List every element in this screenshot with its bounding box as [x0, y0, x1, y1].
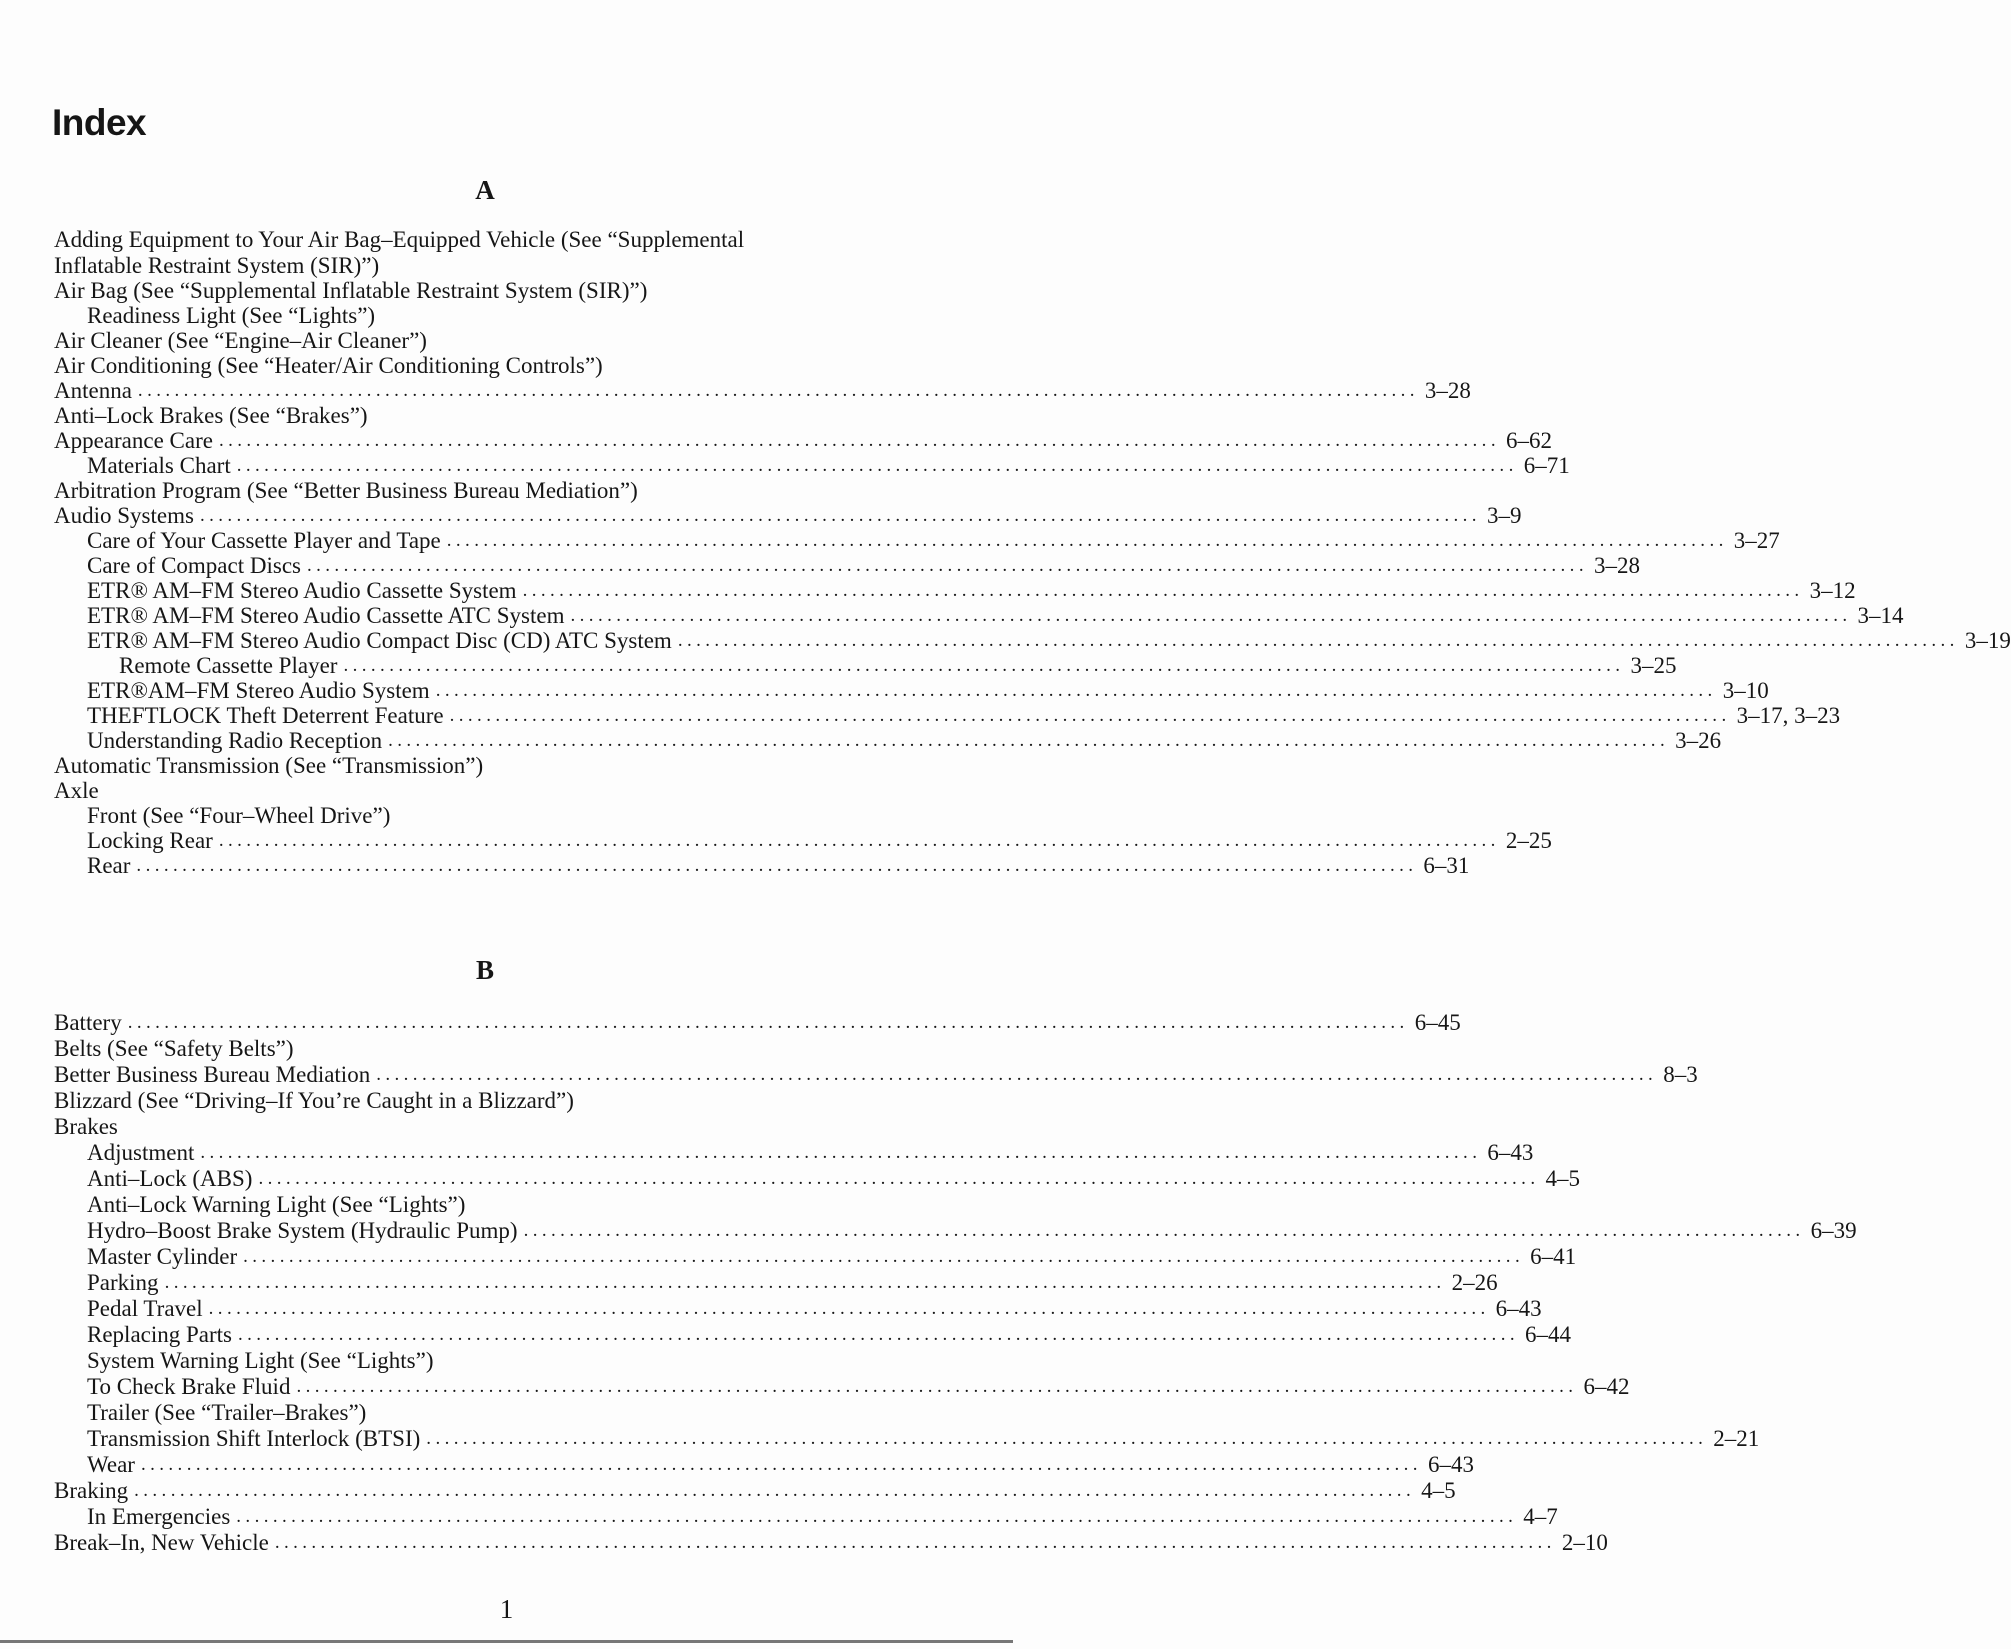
index-entry	[87, 1218, 1857, 1244]
index-entry	[87, 678, 1769, 704]
index-entry	[87, 853, 1470, 879]
entry-text: Anti–Lock Brakes (See “Brakes”)	[54, 403, 368, 428]
entry-text: Air Conditioning (See “Heater/Air Conditioning Controls”)	[54, 353, 603, 378]
index-entry	[54, 478, 638, 504]
index-entry	[87, 1348, 434, 1374]
entry-page-ref: 2–21	[1713, 1426, 1760, 1451]
entry-page-ref: 3–17, 3–23	[1736, 703, 1841, 728]
section-letter: A	[475, 175, 495, 205]
entry-text: Belts (See “Safety Belts”)	[54, 1036, 294, 1061]
entry-text: Blizzard (See “Driving–If You’re Caught in a Blizzard”)	[54, 1088, 574, 1113]
entry-page-ref: 3–28	[1424, 378, 1471, 403]
dot-leader: ............................................................................................................................................	[274, 1532, 1556, 1553]
entry-text: Air Cleaner (See “Engine–Air Cleaner”)	[54, 328, 427, 353]
entry-text: Materials Chart	[87, 453, 231, 478]
dot-leader: ............................................................................................................................................	[523, 1220, 1805, 1241]
entry-text: Care of Your Cassette Player and Tape	[87, 528, 441, 553]
dot-leader: ............................................................................................................................................	[343, 655, 1625, 676]
index-entry	[54, 403, 368, 429]
entry-text: Antenna	[54, 378, 132, 403]
entry-text: Locking Rear	[87, 828, 213, 853]
index-entry	[87, 1322, 1571, 1348]
entry-page-ref: 8–3	[1663, 1062, 1698, 1087]
index-entry	[87, 728, 1722, 754]
dot-leader: ............................................................................................................................................	[164, 1272, 1446, 1293]
entry-text: Hydro–Boost Brake System (Hydraulic Pump)	[87, 1218, 518, 1243]
index-entry	[87, 1192, 465, 1218]
entry-text: Adjustment	[87, 1140, 195, 1165]
page-title: Index	[52, 102, 147, 143]
entry-page-ref: 3–12	[1809, 578, 1856, 603]
dot-leader: ............................................................................................................................................	[134, 1480, 1416, 1501]
entry-page-ref: 6–42	[1583, 1374, 1630, 1399]
index-entry	[87, 703, 1841, 729]
entry-page-ref: 3–25	[1630, 653, 1677, 678]
entry-page-ref: 6–41	[1530, 1244, 1577, 1269]
entry-text: Inflatable Restraint System (SIR)”)	[54, 253, 380, 278]
dot-leader: ............................................................................................................................................	[426, 1428, 1708, 1449]
dot-leader: ............................................................................................................................................	[435, 680, 1717, 701]
entry-page-ref: 6–44	[1525, 1322, 1571, 1347]
index-entry	[87, 1452, 1474, 1478]
dot-leader: ............................................................................................................................................	[376, 1064, 1658, 1085]
index-entry	[54, 1114, 118, 1140]
dot-leader: ............................................................................................................................................	[199, 505, 1481, 526]
index-entry	[54, 1530, 1608, 1556]
entry-text: Arbitration Program (See “Better Business Bureau Mediation”)	[54, 478, 638, 503]
index-entry	[87, 628, 2011, 654]
dot-leader: ............................................................................................................................................	[136, 855, 1418, 876]
index-entry	[87, 553, 1640, 579]
index-entry	[87, 828, 1552, 854]
entry-page-ref: 3–19	[1964, 628, 2011, 653]
index-entry	[54, 353, 603, 379]
bottom-rule	[0, 1640, 1013, 1643]
index-entry	[54, 428, 1552, 454]
index-entry	[54, 278, 647, 304]
entry-text: ETR®AM–FM Stereo Audio System	[87, 678, 430, 703]
entry-text: Break–In, New Vehicle	[54, 1530, 269, 1555]
entry-text: Automatic Transmission (See “Transmission”)	[54, 753, 484, 778]
dot-leader: ............................................................................................................................................	[258, 1168, 1540, 1189]
index-entry	[87, 453, 1570, 479]
dot-leader: ............................................................................................................................................	[570, 605, 1852, 626]
dot-leader: ............................................................................................................................................	[238, 1324, 1519, 1345]
entry-page-ref: 3–9	[1486, 503, 1522, 528]
page-number: 1	[499, 1594, 514, 1624]
index-entry	[54, 1062, 1698, 1088]
entry-text: System Warning Light (See “Lights”)	[87, 1348, 434, 1373]
index-entry	[87, 1140, 1534, 1166]
index-entry	[87, 1426, 1760, 1452]
entry-text: To Check Brake Fluid	[87, 1374, 291, 1399]
entry-text: Remote Cassette Player	[119, 653, 338, 678]
index-entry	[87, 578, 1856, 604]
dot-leader: ............................................................................................................................................	[449, 705, 1731, 726]
index-entry	[87, 528, 1780, 554]
entry-text: Battery	[54, 1010, 122, 1035]
entry-page-ref: 6–39	[1810, 1218, 1857, 1243]
index-entry	[54, 503, 1522, 529]
entry-text: Appearance Care	[54, 428, 213, 453]
dot-leader: ............................................................................................................................................	[127, 1012, 1409, 1033]
index-entry	[87, 1244, 1577, 1270]
entry-page-ref: 6–71	[1523, 453, 1570, 478]
dot-leader: ............................................................................................................................................	[677, 630, 1959, 651]
index-entry	[87, 1296, 1542, 1322]
entry-page-ref: 6–43	[1427, 1452, 1474, 1477]
entry-page-ref: 6–43	[1487, 1140, 1534, 1165]
dot-leader: ............................................................................................................................................	[208, 1298, 1490, 1319]
dot-leader: ............................................................................................................................................	[140, 1454, 1422, 1475]
index-entry	[87, 1166, 1580, 1192]
index-entry	[54, 1478, 1456, 1504]
index-entry	[54, 778, 99, 804]
dot-leader: ............................................................................................................................................	[446, 530, 1728, 551]
index-entry	[54, 753, 483, 779]
entry-text: Adding Equipment to Your Air Bag–Equipped Vehicle (See “Supplemental	[54, 227, 745, 252]
section-letter: B	[475, 955, 494, 985]
index-entry	[54, 1036, 294, 1062]
entry-page-ref: 3–14	[1857, 603, 1904, 628]
dot-leader: ............................................................................................................................................	[218, 830, 1500, 851]
entry-text: Axle	[54, 778, 99, 803]
dot-leader: ............................................................................................................................................	[243, 1246, 1525, 1267]
dot-leader: ............................................................................................................................................	[522, 580, 1804, 601]
index-entry	[54, 1010, 1461, 1036]
entry-page-ref: 4–7	[1523, 1504, 1558, 1529]
dot-leader: ............................................................................................................................................	[137, 380, 1419, 401]
dot-leader: ............................................................................................................................................	[388, 730, 1670, 751]
index-entry	[54, 253, 379, 279]
entry-text: THEFTLOCK Theft Deterrent Feature	[87, 703, 444, 728]
index-entry	[87, 1270, 1498, 1296]
entry-text: Wear	[87, 1452, 135, 1477]
entry-text: Understanding Radio Reception	[87, 728, 383, 753]
index-entry	[87, 603, 1904, 629]
dot-leader: ............................................................................................................................................	[200, 1142, 1482, 1163]
entry-text: Care of Compact Discs	[87, 553, 301, 578]
index-entry	[54, 328, 427, 354]
entry-text: Front (See “Four–Wheel Drive”)	[87, 803, 391, 828]
entry-text: Rear	[87, 853, 131, 878]
entry-text: Braking	[54, 1478, 129, 1503]
dot-leader: ............................................................................................................................................	[236, 1506, 1518, 1527]
entry-text: Air Bag (See “Supplemental Inflatable Restraint System (SIR)”)	[54, 278, 648, 303]
entry-page-ref: 4–5	[1421, 1478, 1456, 1503]
entry-text: Parking	[87, 1270, 159, 1295]
entry-page-ref: 3–27	[1733, 528, 1780, 553]
entry-text: ETR® AM–FM Stereo Audio Compact Disc (CD) ATC System	[87, 628, 672, 653]
entry-text: Trailer (See “Trailer–Brakes”)	[87, 1400, 367, 1425]
index-entry	[87, 1400, 366, 1426]
dot-leader: ............................................................................................................................................	[236, 455, 1518, 476]
entry-text: Anti–Lock Warning Light (See “Lights”)	[87, 1192, 466, 1217]
index-entry	[87, 1504, 1558, 1530]
entry-text: Audio Systems	[54, 503, 194, 528]
entry-text: Pedal Travel	[87, 1296, 203, 1321]
index-entry	[54, 378, 1471, 404]
entry-text: Transmission Shift Interlock (BTSI)	[87, 1426, 421, 1451]
dot-leader: ............................................................................................................................................	[296, 1376, 1578, 1397]
entry-text: Brakes	[54, 1114, 118, 1139]
index-entry	[54, 1088, 574, 1114]
index-entry	[87, 303, 375, 329]
entry-page-ref: 2–10	[1561, 1530, 1608, 1555]
entry-page-ref: 2–25	[1505, 828, 1552, 853]
index-entry	[87, 1374, 1630, 1400]
entry-page-ref: 3–26	[1675, 728, 1722, 753]
entry-page-ref: 6–31	[1423, 853, 1470, 878]
entry-page-ref: 2–26	[1451, 1270, 1498, 1295]
entry-text: ETR® AM–FM Stereo Audio Cassette ATC System	[87, 603, 565, 628]
index-entry	[87, 803, 390, 829]
entry-page-ref: 3–10	[1722, 678, 1769, 703]
entry-text: Better Business Bureau Mediation	[54, 1062, 371, 1087]
index-entry	[54, 227, 744, 253]
entry-text: ETR® AM–FM Stereo Audio Cassette System	[87, 578, 517, 603]
entry-text: Replacing Parts	[87, 1322, 232, 1347]
entry-page-ref: 4–5	[1545, 1166, 1580, 1191]
entry-text: Readiness Light (See “Lights”)	[87, 303, 376, 328]
entry-page-ref: 6–43	[1495, 1296, 1542, 1321]
index-entry	[119, 653, 1677, 679]
entry-text: In Emergencies	[87, 1504, 231, 1529]
entry-text: Anti–Lock (ABS)	[87, 1166, 253, 1191]
entry-page-ref: 6–62	[1505, 428, 1552, 453]
entry-page-ref: 6–45	[1414, 1010, 1461, 1035]
entry-text: Master Cylinder	[87, 1244, 238, 1269]
dot-leader: ............................................................................................................................................	[218, 430, 1500, 451]
entry-page-ref: 3–28	[1593, 553, 1640, 578]
dot-leader: ............................................................................................................................................	[306, 555, 1588, 576]
